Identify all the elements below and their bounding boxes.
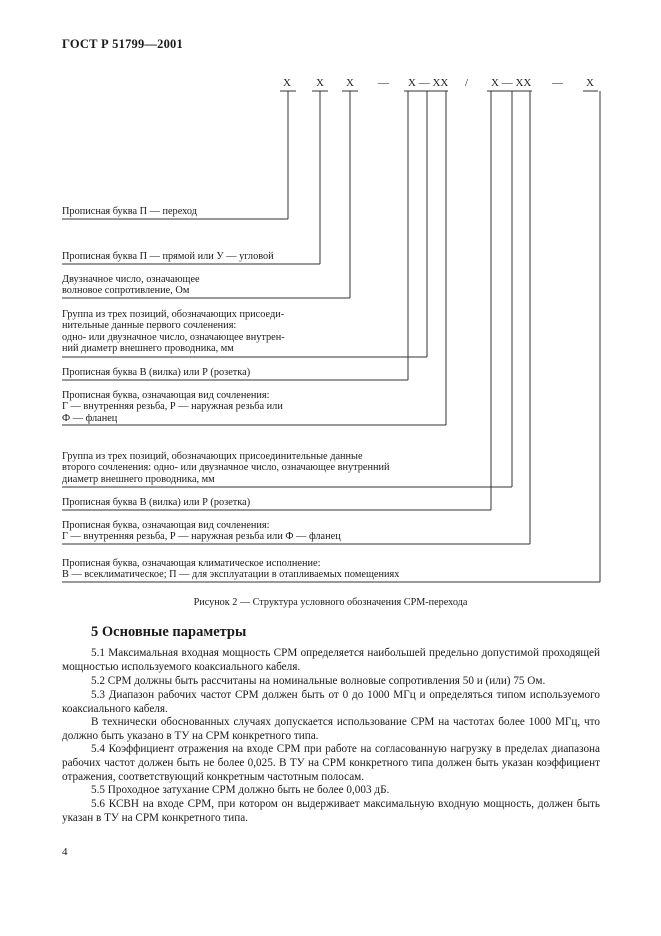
code-position-1: Х bbox=[283, 77, 291, 89]
code-position-4: Х bbox=[586, 77, 594, 89]
label-joint-type-1: Прописная буква, означающая вид сочленения: Г — внутренняя резьба, Р — наружная резьба или Ф — фланец bbox=[62, 390, 283, 424]
label-transition: Прописная буква П — переход bbox=[62, 206, 197, 217]
paragraph-5-3-note: В технически обоснованных случаях допускается использование СРМ на частотах более 1000 МГц, что должно быть указано в ТУ на СРМ конкретного типа. bbox=[62, 716, 600, 742]
code-position-2: Х bbox=[316, 77, 324, 89]
label-first-joint-group: Группа из трех позиций, обозначающих присоеди- нительные данные первого сочленения: одно- или двузначное число, означающее внутрен- ний диаметр внешнего проводника, мм bbox=[62, 309, 285, 354]
label-plug-socket-1: Прописная буква В (вилка) или Р (розетка) bbox=[62, 367, 251, 378]
label-climatic: Прописная буква, означающая климатическое исполнение: В — всеклиматическое; П — для эксплуатации в отапливаемых помещениях bbox=[62, 558, 400, 581]
code-position-3: Х bbox=[346, 77, 354, 89]
label-second-joint-group: Группа из трех позиций, обозначающих присоединительные данные второго сочленения: одно- или двузначное число, означающее внутренний диаметр внешнего проводника, мм bbox=[62, 451, 390, 485]
code-group-2: Х — ХХ bbox=[491, 77, 532, 89]
page-number: 4 bbox=[62, 846, 68, 858]
code-group-1: Х — ХХ bbox=[408, 77, 449, 89]
label-wave-impedance: Двузначное число, означающее волновое сопротивление, Ом bbox=[62, 274, 200, 297]
label-straight-angular: Прописная буква П — прямой или У — угловой bbox=[62, 251, 274, 262]
section-title: 5 Основные параметры bbox=[91, 624, 247, 640]
code-dash-1: — bbox=[378, 77, 389, 89]
paragraph-5-3: 5.3 Диапазон рабочих частот СРМ должен быть от 0 до 1000 МГц и определяться типом используемого коаксиального кабеля. bbox=[62, 689, 600, 715]
paragraph-5-2: 5.2 СРМ должны быть рассчитаны на номинальные волновые сопротивления 50 и (или) 75 Ом. bbox=[91, 675, 546, 687]
paragraph-5-5: 5.5 Проходное затухание СРМ должно быть не более 0,003 дБ. bbox=[91, 784, 390, 796]
code-dash-2: — bbox=[552, 77, 563, 89]
document-header: ГОСТ Р 51799—2001 bbox=[62, 37, 183, 51]
code-slash: / bbox=[465, 77, 469, 89]
label-joint-type-2: Прописная буква, означающая вид сочленения: Г — внутренняя резьба, Р — наружная резьба или Ф — фланец bbox=[62, 520, 341, 543]
label-plug-socket-2: Прописная буква В (вилка) или Р (розетка) bbox=[62, 497, 251, 508]
figure-caption: Рисунок 2 — Структура условного обозначения СРМ-перехода bbox=[193, 597, 468, 608]
paragraph-5-6: 5.6 КСВН на входе СРМ, при котором он выдерживает максимальную входную мощность, должен быть указан в ТУ на СРМ конкретного типа. bbox=[62, 798, 600, 824]
paragraph-5-4: 5.4 Коэффициент отражения на входе СРМ при работе на согласованную нагрузку в пределах диапазона рабочих частот должен быть не более 0,025. В ТУ на СРМ конкретного типа должен быть указан коэффициент отражения, соответствующий конкретным частотным полосам. bbox=[62, 743, 600, 783]
paragraph-5-1: 5.1 Максимальная входная мощность СРМ определяется наибольшей предельно допустимой проходящей мощностью используемого коаксиального кабеля. bbox=[62, 647, 600, 673]
